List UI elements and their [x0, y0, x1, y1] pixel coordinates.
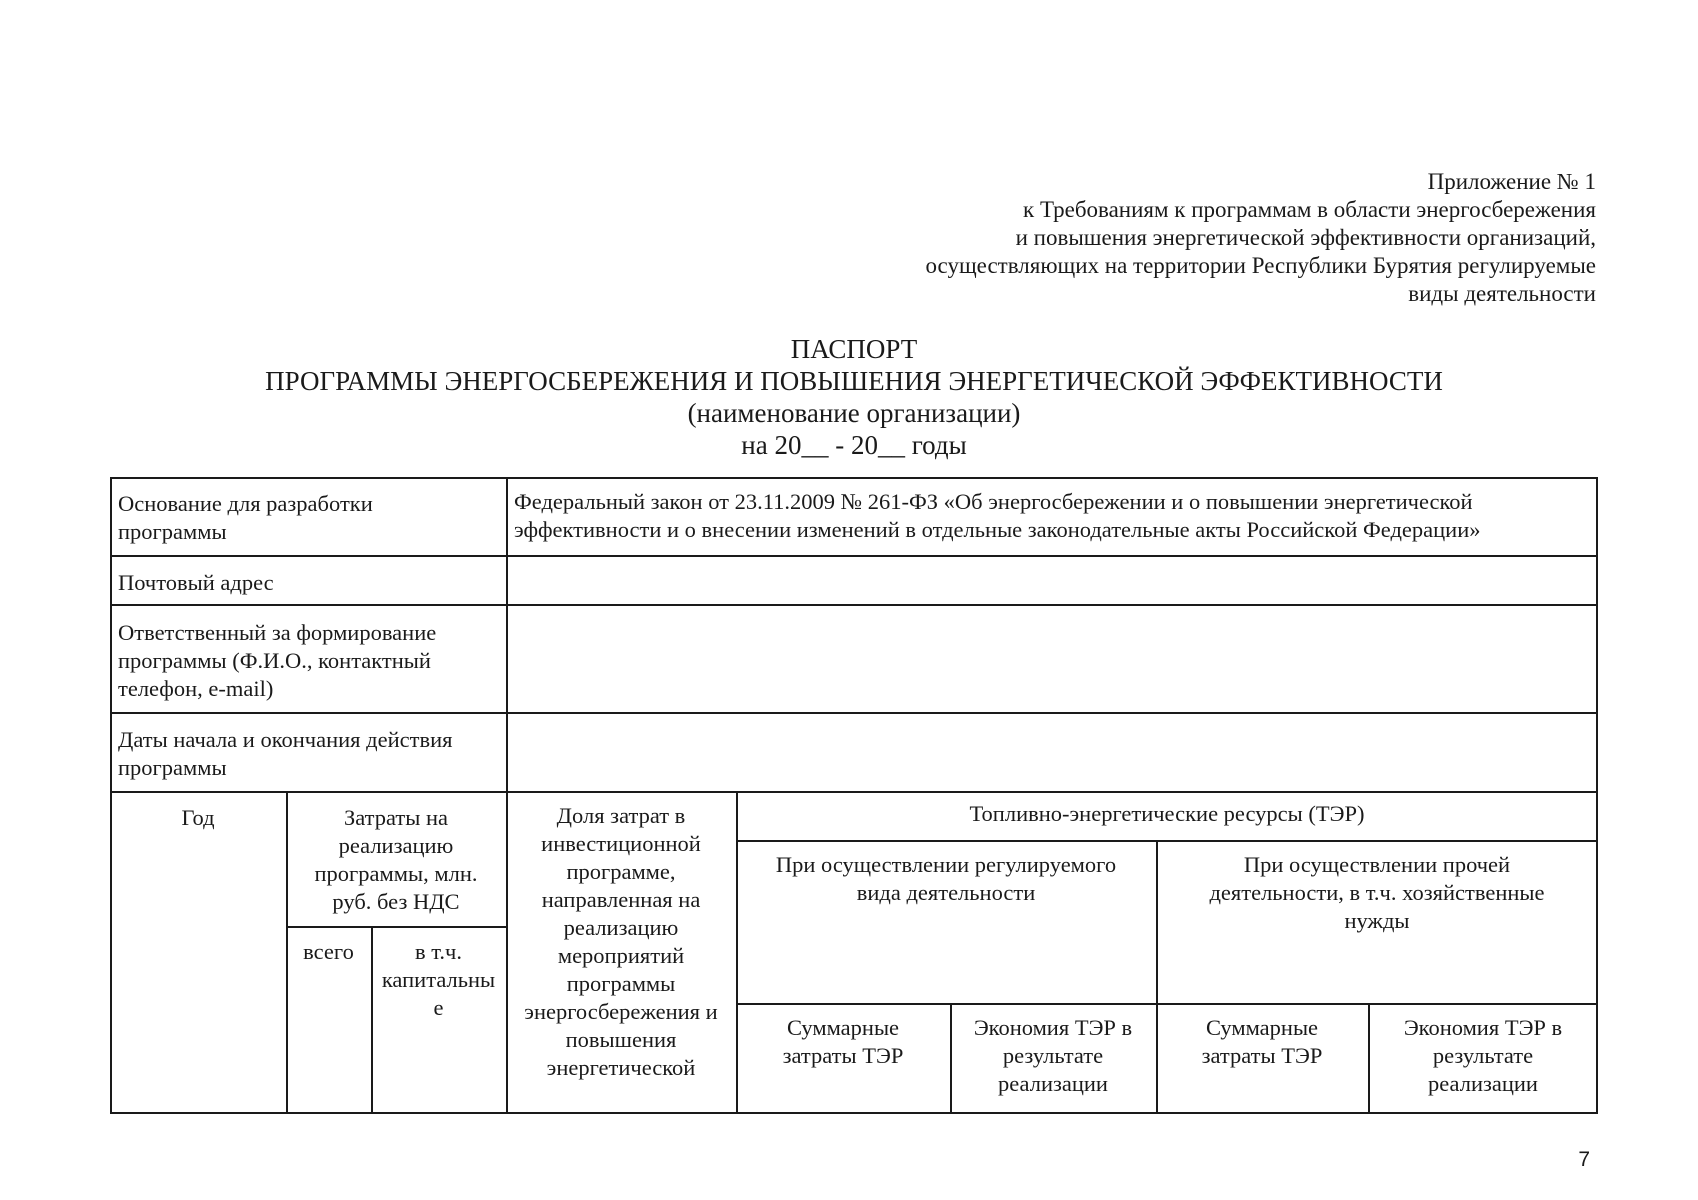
appendix-line: Приложение № 1: [1427, 169, 1596, 194]
col-other-savings: Экономия ТЭР в результате реализации: [1403, 1015, 1563, 1096]
row-postal-address-label: Почтовый адрес: [118, 570, 274, 595]
appendix-line: осуществляющих на территории Республики Бурятия регулируемые: [925, 253, 1596, 278]
row-responsible-label: Ответственный за формирование программы (Ф.И.О., контактный телефон, e-mail): [118, 620, 437, 701]
row-responsible-value: [508, 606, 1596, 712]
row-dates-value: [508, 714, 1596, 791]
col-other-total: Суммарные затраты ТЭР: [1201, 1015, 1323, 1068]
title-line-organization: (наименование организации): [687, 398, 1021, 428]
col-ter-header: Топливно-энергетические ресурсы (ТЭР): [969, 801, 1365, 826]
col-regulated-savings: Экономия ТЭР в результате реализации: [973, 1015, 1133, 1096]
appendix-line: к Требованиям к программам в области энергосбережения: [1023, 197, 1596, 222]
table-border: [286, 926, 506, 928]
col-costs-total: всего: [303, 939, 354, 964]
table-border: [110, 477, 1598, 479]
col-regulated-total: Суммарные затраты ТЭР: [782, 1015, 904, 1068]
col-regulated-header: При осуществлении регулируемого вида деятельности: [775, 852, 1117, 905]
table-border: [110, 1112, 1598, 1114]
row-dates-label: Даты начала и окончания действия программы: [118, 727, 453, 780]
row-basis-value: Федеральный закон от 23.11.2009 № 261-ФЗ «Об энергосбережении и о повышении энергетической эффективности и о внесении изменений в отдельные законодательные акты Российской Федерации»: [514, 489, 1481, 542]
table-border: [736, 1003, 1598, 1005]
row-postal-address-value: [508, 557, 1596, 604]
col-costs-capital: в т.ч. капитальны е: [381, 939, 496, 1020]
appendix-line: и повышения энергетической эффективности организаций,: [1015, 225, 1596, 250]
document-title: [110, 333, 1598, 461]
col-year-header: Год: [181, 805, 215, 830]
page-number: 7: [1578, 1148, 1590, 1171]
title-line-passport: ПАСПОРТ: [790, 334, 918, 364]
col-costs-header: Затраты на реализацию программы, млн. руб. без НДС: [314, 805, 478, 914]
col-share-header: Доля затрат в инвестиционной программе, направленная на реализацию мероприятий программы энергосбережения и повышения энергетической: [524, 803, 718, 1080]
appendix-header: [696, 168, 1596, 308]
col-other-header: При осуществлении прочей деятельности, в т.ч. хозяйственные нужды: [1209, 852, 1545, 933]
title-line-program: ПРОГРАММЫ ЭНЕРГОСБЕРЕЖЕНИЯ И ПОВЫШЕНИЯ ЭНЕРГЕТИЧЕСКОЙ ЭФФЕКТИВНОСТИ: [265, 366, 1443, 396]
appendix-line: виды деятельности: [1408, 281, 1596, 306]
title-line-years: на 20__ - 20__ годы: [741, 430, 967, 460]
row-basis-label: Основание для разработки программы: [118, 491, 373, 544]
table-border: [110, 791, 1598, 793]
table-border: [736, 840, 1598, 842]
